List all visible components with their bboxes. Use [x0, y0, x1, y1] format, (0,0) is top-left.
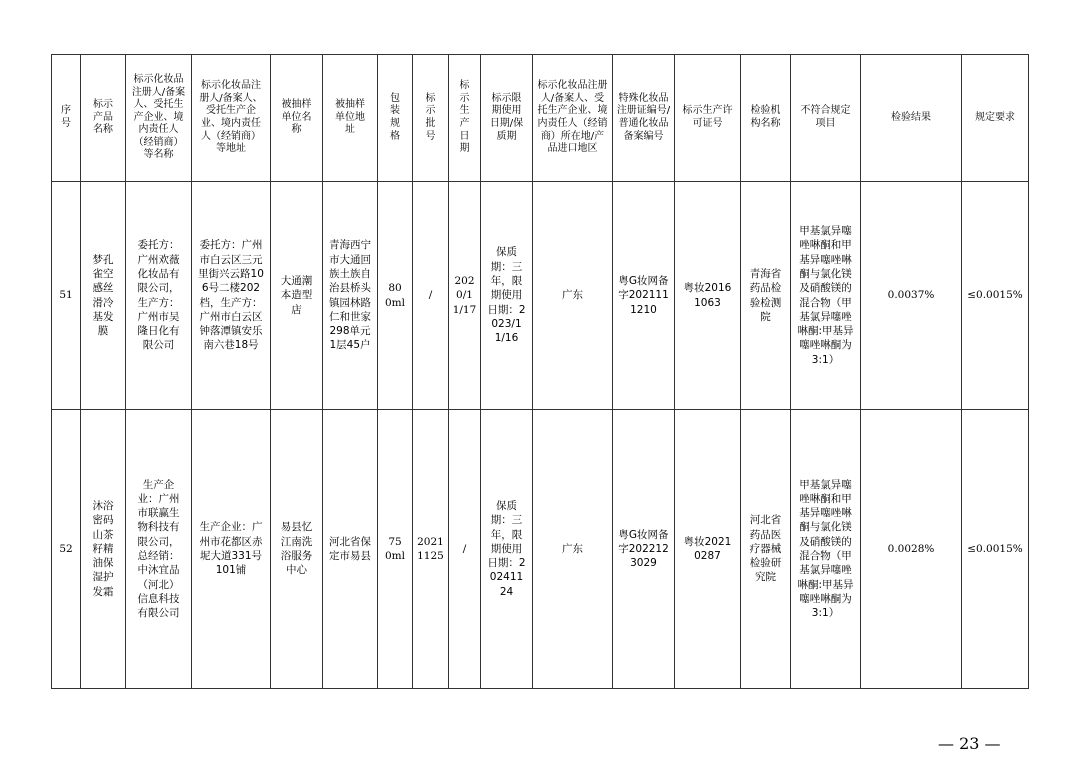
noncompliant-item: 甲基氯异噻唑啉酮和甲基异噻唑啉酮与氯化镁及硝酸镁的混合物（甲基氯异噻唑啉酮:甲基异噻唑啉酮为3:1）: [791, 182, 861, 410]
production-date: 2020/11/17: [449, 182, 481, 410]
company-name: 生产企业：广州市联赢生物科技有限公司，总经销：中沐宜品（河北）信息科技有限公司: [126, 410, 192, 689]
record-number: 粤G妆网备字2022123029: [613, 410, 675, 689]
test-result: 0.0037%: [861, 182, 962, 410]
batch-number: 20211125: [413, 410, 449, 689]
sampled-unit-address: 青海西宁市大通回族土族自治县桥头镇园林路仁和世家298单元1层45户: [323, 182, 378, 410]
license-number: 粤妆20210287: [675, 410, 741, 689]
license-number: 粤妆20161063: [675, 182, 741, 410]
sampled-unit-address: 河北省保定市易县: [323, 410, 378, 689]
noncompliant-item: 甲基氯异噻唑啉酮和甲基异噻唑啉酮与氯化镁及硝酸镁的混合物（甲基氯异噻唑啉酮:甲基异噻唑啉酮为3:1）: [791, 410, 861, 689]
expiry-date: 保质期：三年，限期使用日期：20241124: [481, 410, 533, 689]
company-address: 委托方：广州市白云区三元里街兴云路106号二楼202档，生产方：广州市白云区钟落潭镇安乐南六巷18号: [192, 182, 271, 410]
header-cell: 标示化妆品注册人/备案人、受托生产企业、境内责任人（经销商）等地址: [192, 55, 271, 182]
inspection-results-table: [51, 54, 1029, 689]
package-spec: 750ml: [378, 410, 413, 689]
header-cell: 被抽样单位地址: [323, 55, 378, 182]
header-cell: 被抽样单位名称: [271, 55, 323, 182]
header-cell: 检验结果: [861, 55, 962, 182]
row-number: 51: [52, 182, 81, 410]
origin-region: 广东: [533, 182, 613, 410]
production-date: /: [449, 410, 481, 689]
header-cell: 标示化妆品注册人/备案人、受托生产企业、境内责任人（经销商）等名称: [126, 55, 192, 182]
table-row: [52, 182, 1029, 410]
table-row: [52, 410, 1029, 689]
header-cell: 标示生产许可证号: [675, 55, 741, 182]
header-row: [52, 55, 1029, 182]
package-spec: 800ml: [378, 182, 413, 410]
header-cell: 序号: [52, 55, 81, 182]
product-name: 梦孔雀空感丝滑冷基发膜: [81, 182, 126, 410]
test-result: 0.0028%: [861, 410, 962, 689]
page-number: — 23 —: [938, 734, 1001, 753]
header-cell: 包装规格: [378, 55, 413, 182]
company-name: 委托方：广州欢薇化妆品有限公司，生产方：广州市吴隆日化有限公司: [126, 182, 192, 410]
lab-name: 河北省药品医疗器械检验研究院: [741, 410, 791, 689]
expiry-date: 保质期：三年，限期使用日期：2023/11/16: [481, 182, 533, 410]
header-cell: 标示限期使用日期/保质期: [481, 55, 533, 182]
header-cell: 标示批号: [413, 55, 449, 182]
header-cell: 检验机构名称: [741, 55, 791, 182]
header-cell: 不符合规定项目: [791, 55, 861, 182]
batch-number: /: [413, 182, 449, 410]
requirement: ≤0.0015%: [962, 182, 1029, 410]
header-cell: 规定要求: [962, 55, 1029, 182]
lab-name: 青海省药品检验检测院: [741, 182, 791, 410]
header-cell: 特殊化妆品注册证编号/普通化妆品备案编号: [613, 55, 675, 182]
sampled-unit-name: 易县忆江南洗浴服务中心: [271, 410, 323, 689]
requirement: ≤0.0015%: [962, 410, 1029, 689]
origin-region: 广东: [533, 410, 613, 689]
company-address: 生产企业：广州市花都区赤坭大道331号101铺: [192, 410, 271, 689]
header-cell: 标示生产日期: [449, 55, 481, 182]
product-name: 沐浴密码山茶籽精油保湿护发霜: [81, 410, 126, 689]
sampled-unit-name: 大通潮本造型店: [271, 182, 323, 410]
header-cell: 标示化妆品注册人/备案人、受托生产企业、境内责任人（经销商）所在地/产品进口地区: [533, 55, 613, 182]
record-number: 粤G妆网备字2021111210: [613, 182, 675, 410]
row-number: 52: [52, 410, 81, 689]
header-cell: 标示产品名称: [81, 55, 126, 182]
